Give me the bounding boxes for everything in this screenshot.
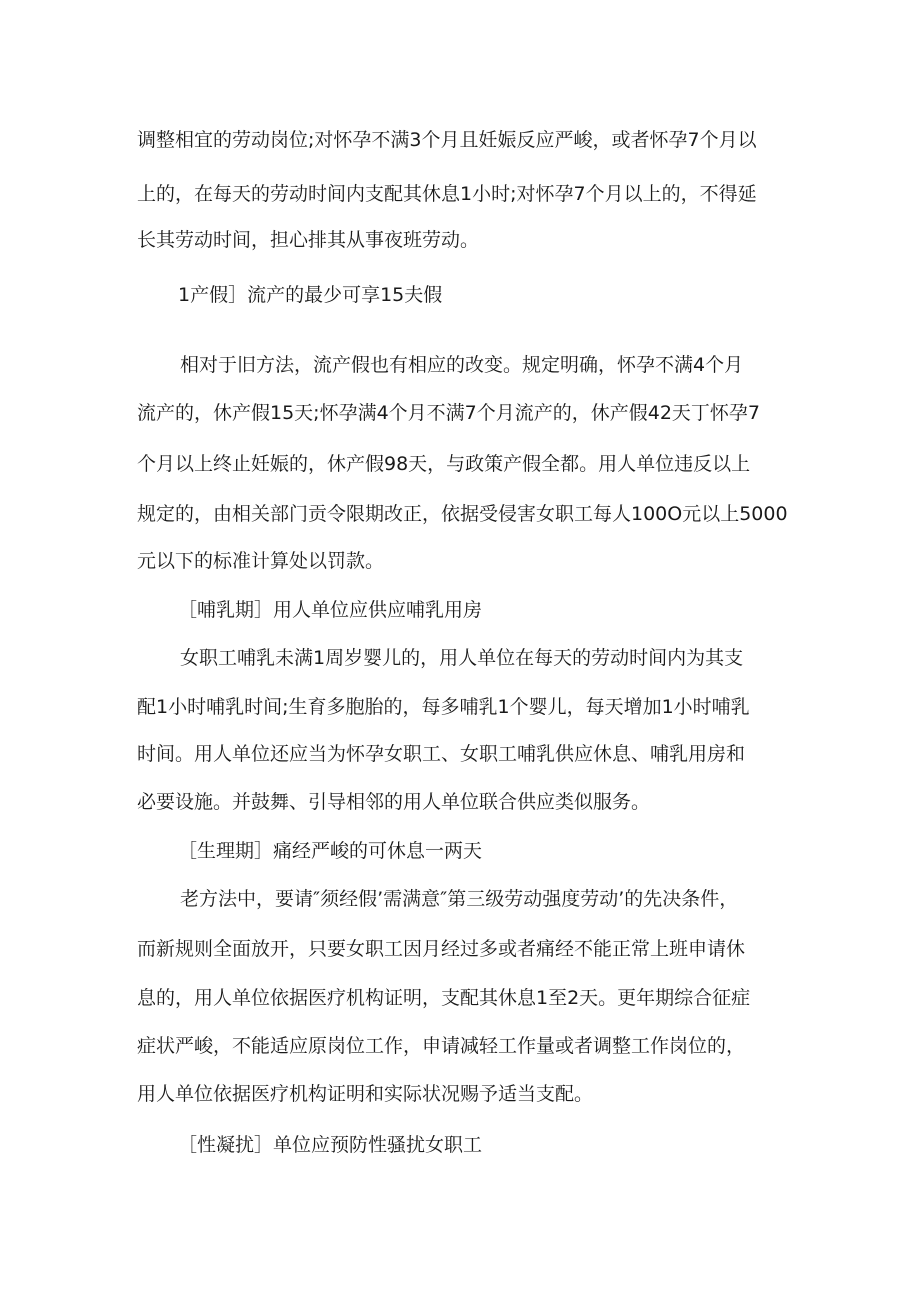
paragraph-line: 相对于旧方法，流产假也有相应的改变。规定明确，怀孕不满4个月 bbox=[180, 354, 744, 376]
paragraph-line: 用人单位依据医疗机构证明和实际状况赐予适当支配。 bbox=[137, 1083, 594, 1105]
paragraph-line: 个月以上终止妊娠的，休产假98天，与政策产假全都。用人单位违反以上 bbox=[137, 453, 751, 475]
paragraph-line: 老方法中，要请″须经假’需满意″第三级劳动强度劳动’的先决条件， bbox=[180, 888, 739, 910]
paragraph-line: 上的，在每天的劳动时间内支配其休息1小时;对怀孕7个月以上的，不得延 bbox=[137, 183, 757, 205]
paragraph-line: 息的，用人单位依据医疗机构证明，支配其休息1至2天。更年期综合征症 bbox=[137, 987, 751, 1009]
section-heading-maternity-leave: 1产假］流产的最少可享15夫假 bbox=[178, 284, 443, 306]
paragraph-line: 而新规则全面放开，只要女职工因月经过多或者痛经不能正常上班申请休 bbox=[137, 938, 746, 960]
paragraph-line: 规定的，由相关部门贡令限期改正，依据受侵害女职工每人100O元以上5000 bbox=[137, 503, 788, 525]
paragraph-line: 时间。用人单位还应当为怀孕女职工、女职工哺乳供应休息、哺乳用房和 bbox=[137, 743, 746, 765]
paragraph-line: 配1小时哺乳时间;生育多胞胎的，每多哺乳1个婴儿，每天增加1小时哺乳 bbox=[137, 696, 750, 718]
section-heading-lactation: ［哺乳期］用人单位应供应哺乳用房 bbox=[178, 599, 483, 621]
paragraph-line: 必要设施。并鼓舞、引导相邻的用人单位联合供应类似服务。 bbox=[137, 791, 651, 813]
section-heading-menstrual: ［生理期］痛经严峻的可休息一两天 bbox=[178, 840, 483, 862]
paragraph-line: 元以下的标准计算处以罚款。 bbox=[137, 550, 385, 572]
paragraph-line: 长其劳动时间，担心排其从事夜班劳动。 bbox=[137, 229, 480, 251]
paragraph-line: 症状严峻，不能适应原岗位工作，申请减轻工作量或者调整工作岗位的， bbox=[137, 1035, 746, 1057]
paragraph-line: 流产的，休产假15天;怀孕满4个月不满7个月流产的，休产假42天丁怀孕7 bbox=[137, 402, 761, 424]
paragraph-line: 女职工哺乳未满1周岁婴儿的，用人单位在每天的劳动时间内为其支 bbox=[180, 647, 744, 669]
section-heading-harassment: ［性凝扰］单位应预防性骚扰女职工 bbox=[178, 1134, 483, 1156]
paragraph-line: 调整相宜的劳动岗位;对怀孕不满3个月且妊娠反应严峻，或者怀孕7个月以 bbox=[137, 129, 757, 151]
